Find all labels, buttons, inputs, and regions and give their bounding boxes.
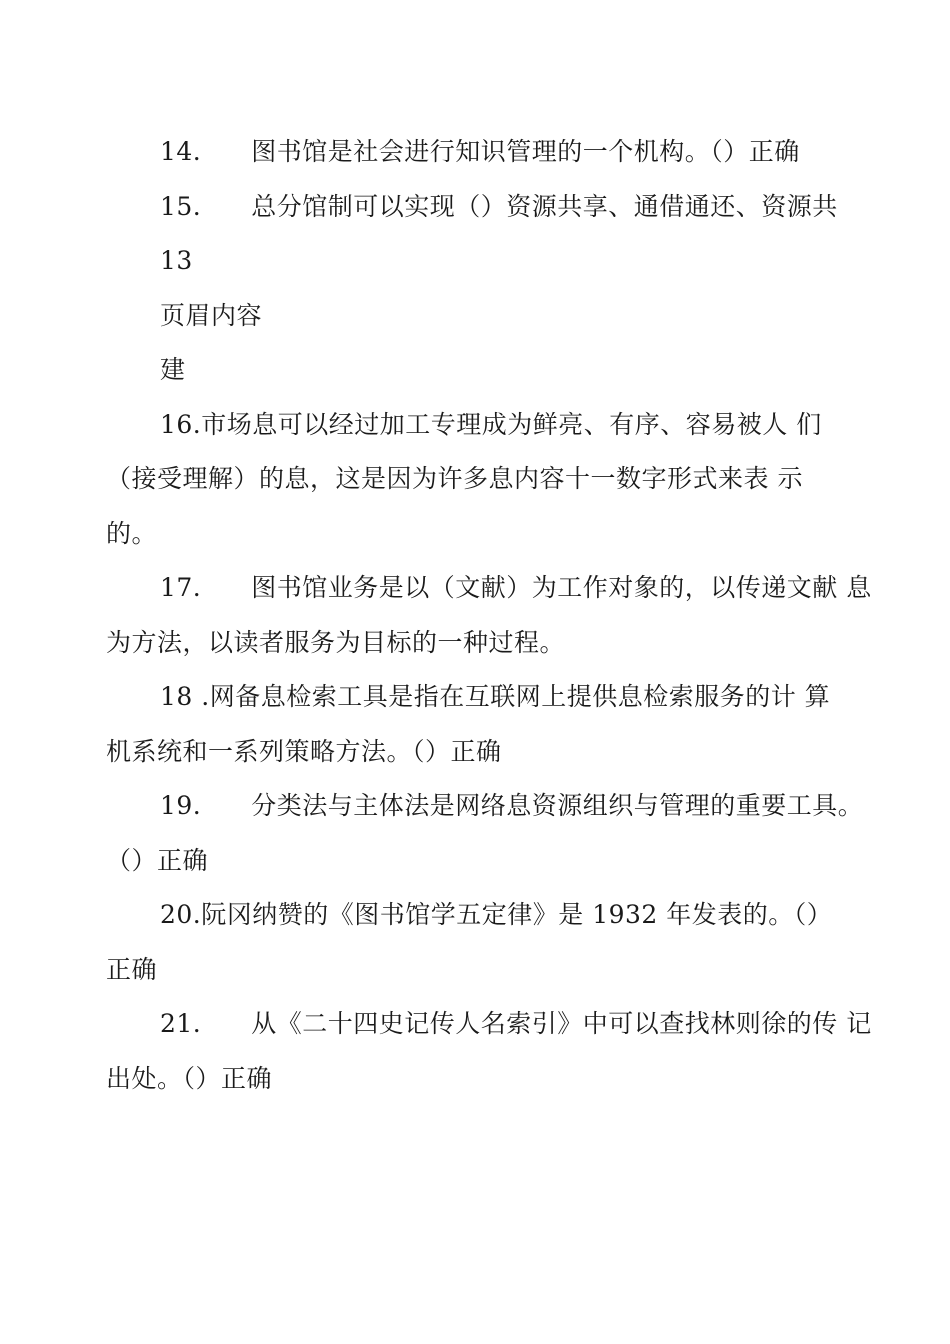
question-number: 17. (160, 573, 202, 602)
question-text: 图书馆是社会进行知识管理的一个机构。（）正确 (251, 137, 800, 166)
page-number: 13 (160, 246, 193, 275)
question-19 (160, 788, 863, 824)
question-text: 从《二十四史记传人名索引》中可以查找林则徐的传 记 (251, 1009, 872, 1038)
text-line: 出处。（）正确 (106, 1064, 273, 1093)
question-15 (160, 189, 838, 225)
question-text: 分类法与主体法是网络息资源组织与管理的重要工具。 (251, 791, 864, 820)
question-21 (160, 1006, 872, 1042)
text-line: 的。 (106, 519, 158, 548)
text-line: 为方法，以读者服务为目标的一种过程。 (106, 628, 566, 657)
question-text: 图书馆业务是以（文献）为工作对象的，以传递文献 息 (251, 573, 872, 602)
question-number: 14. (160, 137, 202, 166)
text-line: （接受理解）的息，这是因为许多息内容十一数字形式来表 示 (106, 464, 803, 493)
question-16: 16.市场息可以经过加工专理成为鲜亮、有序、容易被人 们 (160, 410, 822, 439)
question-number: 19. (160, 791, 202, 820)
question-18: 18 .网备息检索工具是指在互联网上提供息检索服务的计 算 (160, 682, 831, 711)
question-text: 总分馆制可以实现（）资源共享、通借通还、资源共 (251, 192, 838, 221)
text-line: 机系统和一系列策略方法。（）正确 (106, 737, 502, 766)
question-20: 20.阮冈纳赞的《图书馆学五定律》是 1932 年发表的。（） (160, 900, 833, 929)
question-17 (160, 570, 872, 606)
question-number: 21. (160, 1009, 202, 1038)
question-14 (160, 134, 800, 170)
text-line: 正确 (106, 955, 158, 984)
text-line: 建 (160, 355, 186, 384)
text-line: （）正确 (106, 846, 209, 875)
question-number: 15. (160, 192, 202, 221)
header-content: 页眉内容 (160, 301, 263, 330)
